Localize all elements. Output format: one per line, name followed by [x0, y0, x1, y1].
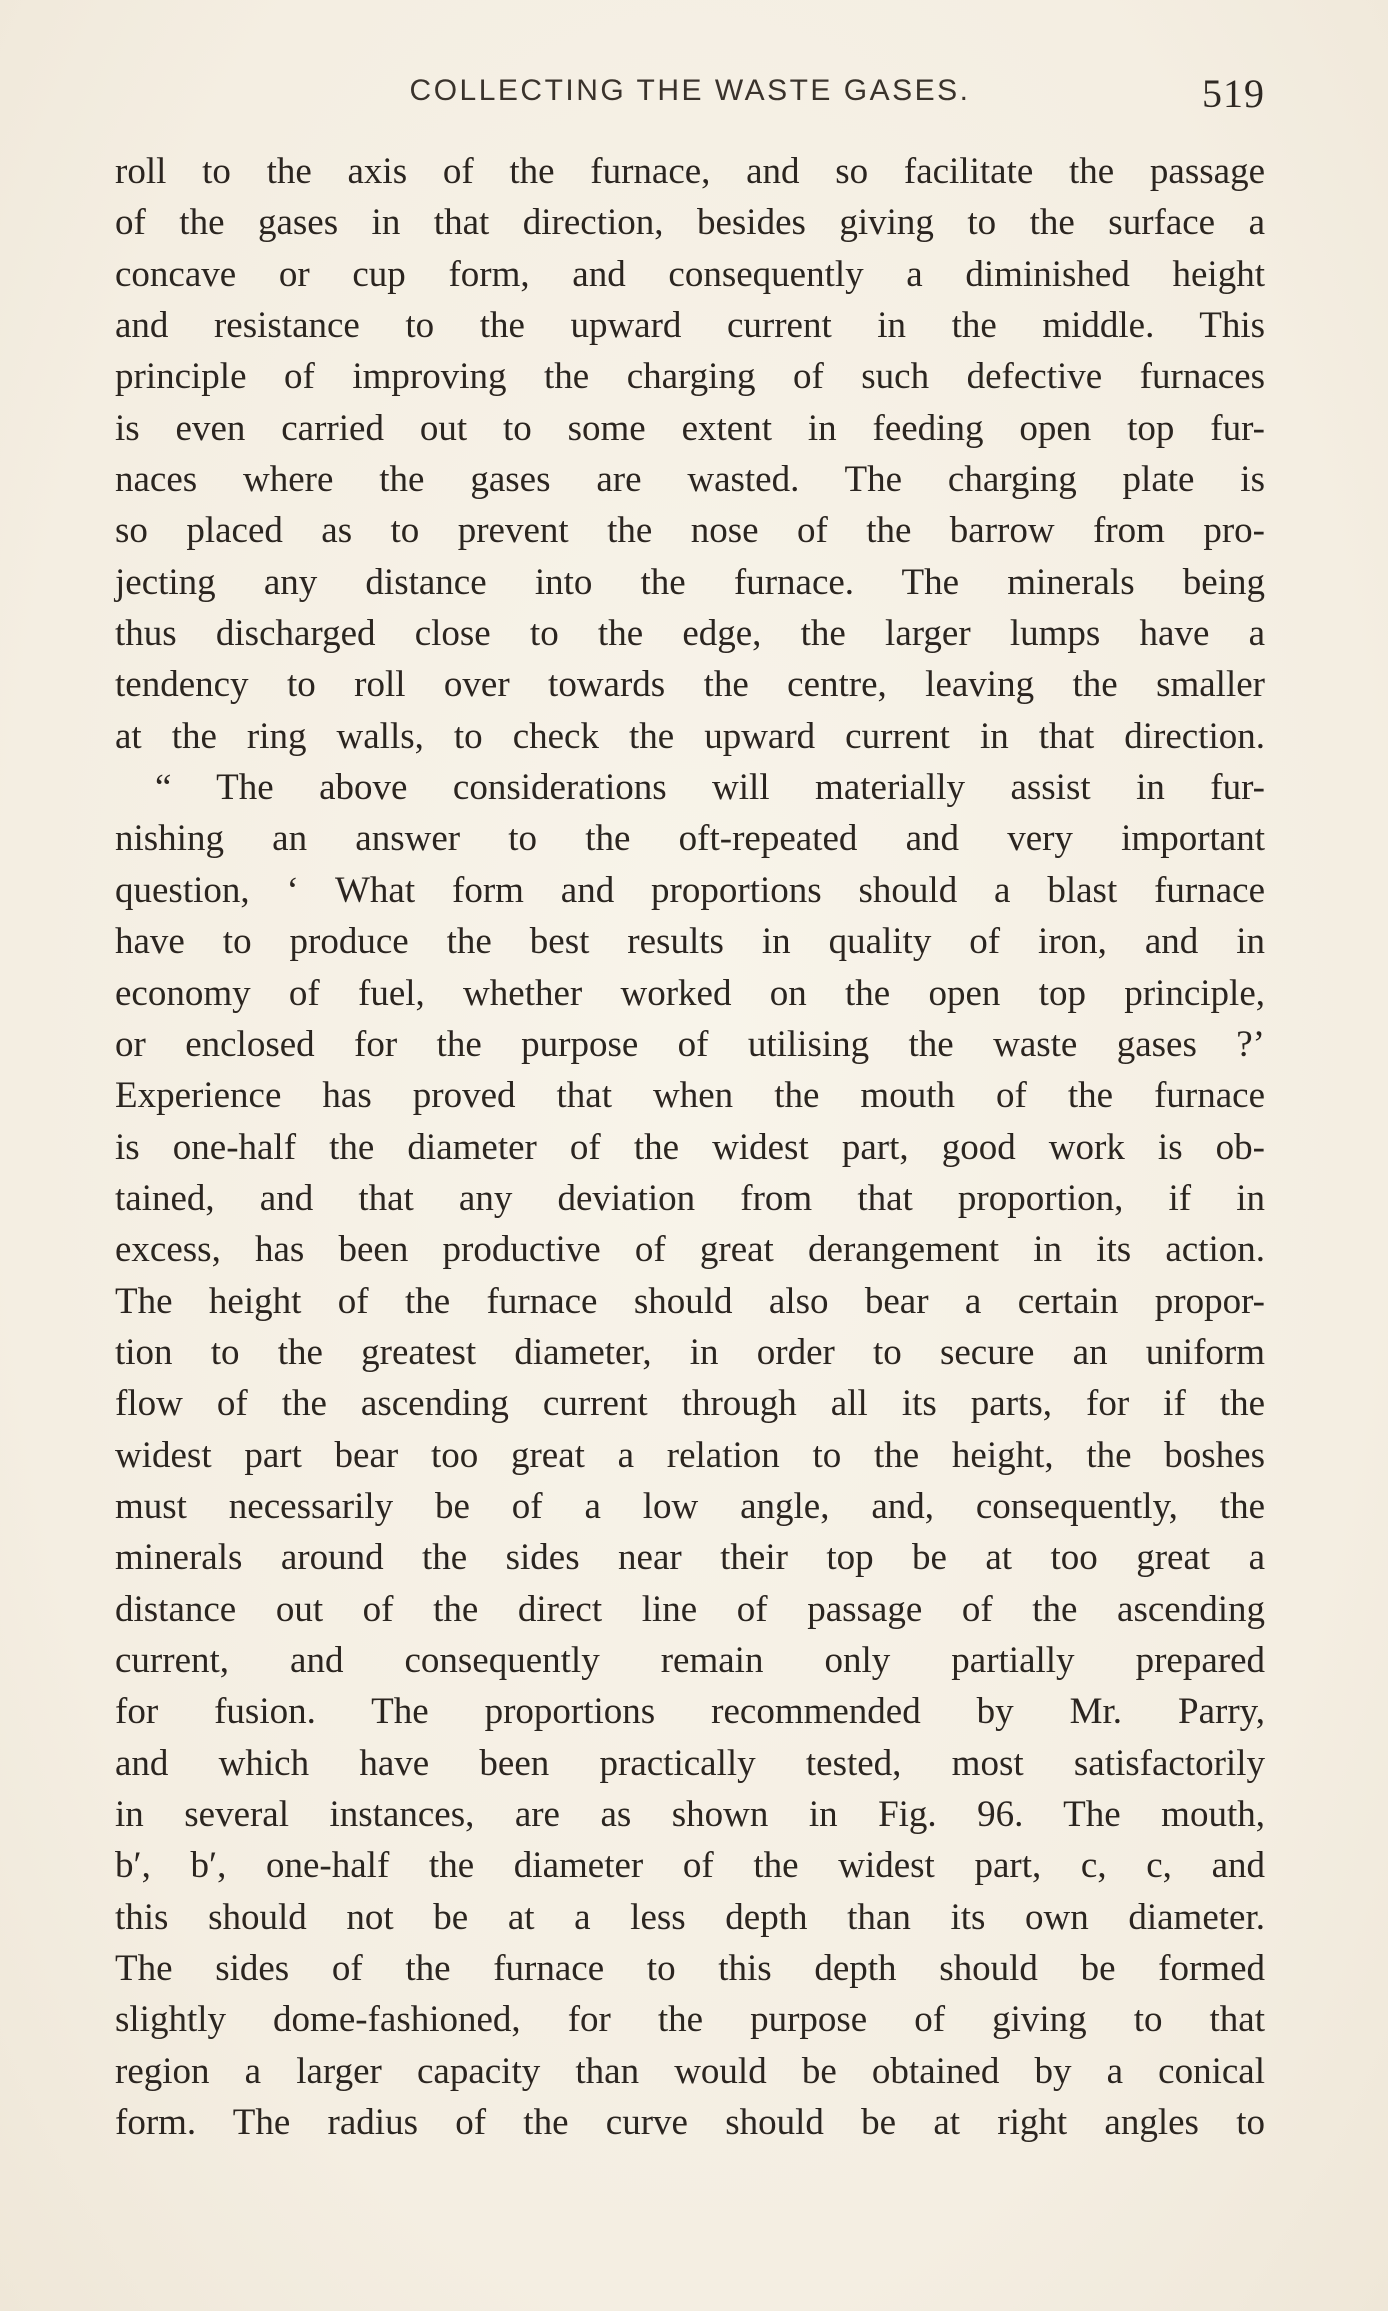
text-line: widest part bear too great a relation to the height, the boshes — [115, 1434, 1265, 1476]
text-line: “ The above considerations will materially assist in fur- — [155, 767, 1265, 809]
text-line: Experience has proved that when the mouth of the furnace — [115, 1075, 1265, 1117]
text-line: The sides of the furnace to this depth should be formed — [115, 1948, 1265, 1990]
text-line: tained, and that any deviation from that proportion, if in — [115, 1177, 1265, 1219]
text-line: for fusion. The proportions recommended by Mr. Parry, — [115, 1691, 1265, 1733]
text-line: is even carried out to some extent in feeding open top fur- — [115, 407, 1265, 449]
running-head — [115, 70, 1265, 120]
text-line: and resistance to the upward current in the middle. This — [115, 305, 1265, 347]
body-text — [115, 146, 1265, 2148]
text-line: question, ‘ What form and proportions should a blast furnace — [115, 869, 1265, 911]
text-line: flow of the ascending current through all its parts, for if the — [115, 1383, 1265, 1425]
text-line: this should not be at a less depth than its own diameter. — [115, 1896, 1265, 1938]
text-line: and which have been practically tested, most satisfactorily — [115, 1742, 1265, 1784]
text-line: The height of the furnace should also bear a certain propor- — [115, 1280, 1265, 1322]
text-line: slightly dome-fashioned, for the purpose of giving to that — [115, 1999, 1265, 2041]
text-line: form. The radius of the curve should be at right angles to — [115, 2102, 1265, 2144]
text-line: naces where the gases are wasted. The charging plate is — [115, 459, 1265, 501]
text-line: must necessarily be of a low angle, and, consequently, the — [115, 1485, 1265, 1527]
text-line: so placed as to prevent the nose of the barrow from pro- — [115, 510, 1265, 552]
text-line: current, and consequently remain only partially prepared — [115, 1639, 1265, 1681]
text-line: region a larger capacity than would be obtained by a conical — [115, 2050, 1265, 2092]
text-line: excess, has been productive of great derangement in its action. — [115, 1229, 1265, 1271]
text-line: economy of fuel, whether worked on the open top principle, — [115, 972, 1265, 1014]
text-line: jecting any distance into the furnace. The minerals being — [115, 561, 1265, 603]
text-line: have to produce the best results in quality of iron, and in — [115, 921, 1265, 963]
text-line: at the ring walls, to check the upward current in that direction. — [115, 715, 1265, 757]
text-line: or enclosed for the purpose of utilising the waste gases ?’ — [115, 1023, 1265, 1065]
text-line: b′, b′, one-half the diameter of the widest part, c, c, and — [115, 1845, 1265, 1887]
page-number: 519 — [1202, 71, 1265, 116]
text-line: nishing an answer to the oft-repeated and very important — [115, 818, 1265, 860]
text-line: is one-half the diameter of the widest part, good work is ob- — [115, 1126, 1265, 1168]
text-line: principle of improving the charging of such defective furnaces — [115, 356, 1265, 398]
text-line: tendency to roll over towards the centre, leaving the smaller — [115, 664, 1265, 706]
text-line: tion to the greatest diameter, in order to secure an uniform — [115, 1331, 1265, 1373]
text-line: minerals around the sides near their top be at too great a — [115, 1537, 1265, 1579]
text-line: in several instances, are as shown in Fig. 96. The mouth, — [115, 1794, 1265, 1835]
text-line: roll to the axis of the furnace, and so facilitate the passage — [115, 151, 1265, 192]
text-line: distance out of the direct line of passage of the ascending — [115, 1588, 1265, 1630]
running-title: COLLECTING THE WASTE GASES. — [409, 74, 971, 107]
text-line: of the gases in that direction, besides giving to the surface a — [115, 202, 1265, 244]
text-line: concave or cup form, and consequently a diminished height — [115, 253, 1265, 295]
text-line: thus discharged close to the edge, the larger lumps have a — [115, 613, 1265, 655]
